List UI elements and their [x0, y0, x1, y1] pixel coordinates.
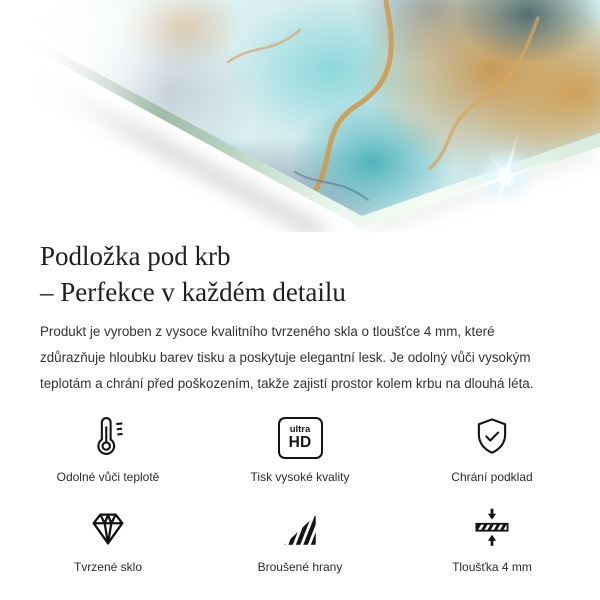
- title-line-1: Podložka pod krb: [40, 241, 231, 271]
- product-description: Produkt je vyroben z vysoce kvalitního tvrzeného skla o tloušťce 4 mm, které zdůrazňuje hloubku barev tisku a poskytuje elegantní lesk. Je odolný vůči vysokým teplotám a chrání před poškozením, takže zajistí prostor kolem krbu na dlouhá léta.: [40, 324, 534, 391]
- feature-tempered-glass: [12, 501, 204, 574]
- feature-grid: [12, 411, 588, 574]
- shield-check-icon: [471, 411, 513, 459]
- feature-protects-surface: [396, 411, 588, 484]
- feature-label: Tvrzené sklo: [73, 560, 143, 574]
- feature-label: Chrání podklad: [451, 470, 533, 484]
- feature-label: Tloušťka 4 mm: [452, 560, 532, 574]
- feature-print-quality: [204, 411, 396, 484]
- product-photo-section: [0, 0, 600, 232]
- polished-edges-icon: [280, 501, 320, 549]
- thickness-icon: [470, 501, 514, 549]
- feature-label: Broušené hrany: [257, 560, 343, 574]
- title-line-2: – Perfekce v každém detailu: [40, 277, 346, 307]
- uhd-badge-bottom: HD: [288, 434, 312, 452]
- feature-thickness: [396, 501, 588, 574]
- thermometer-icon: [87, 411, 129, 459]
- feature-heat-resistant: [12, 411, 204, 484]
- product-description-section: [0, 238, 600, 397]
- feature-polished-edges: [204, 501, 396, 574]
- feature-label: Odolné vůči teplotě: [56, 470, 160, 484]
- uhd-badge-top: ultra: [289, 424, 311, 436]
- ultra-hd-icon: [278, 411, 323, 459]
- diamond-icon: [85, 501, 131, 549]
- page-title: [40, 238, 560, 310]
- feature-label: Tisk vysoké kvality: [250, 470, 350, 484]
